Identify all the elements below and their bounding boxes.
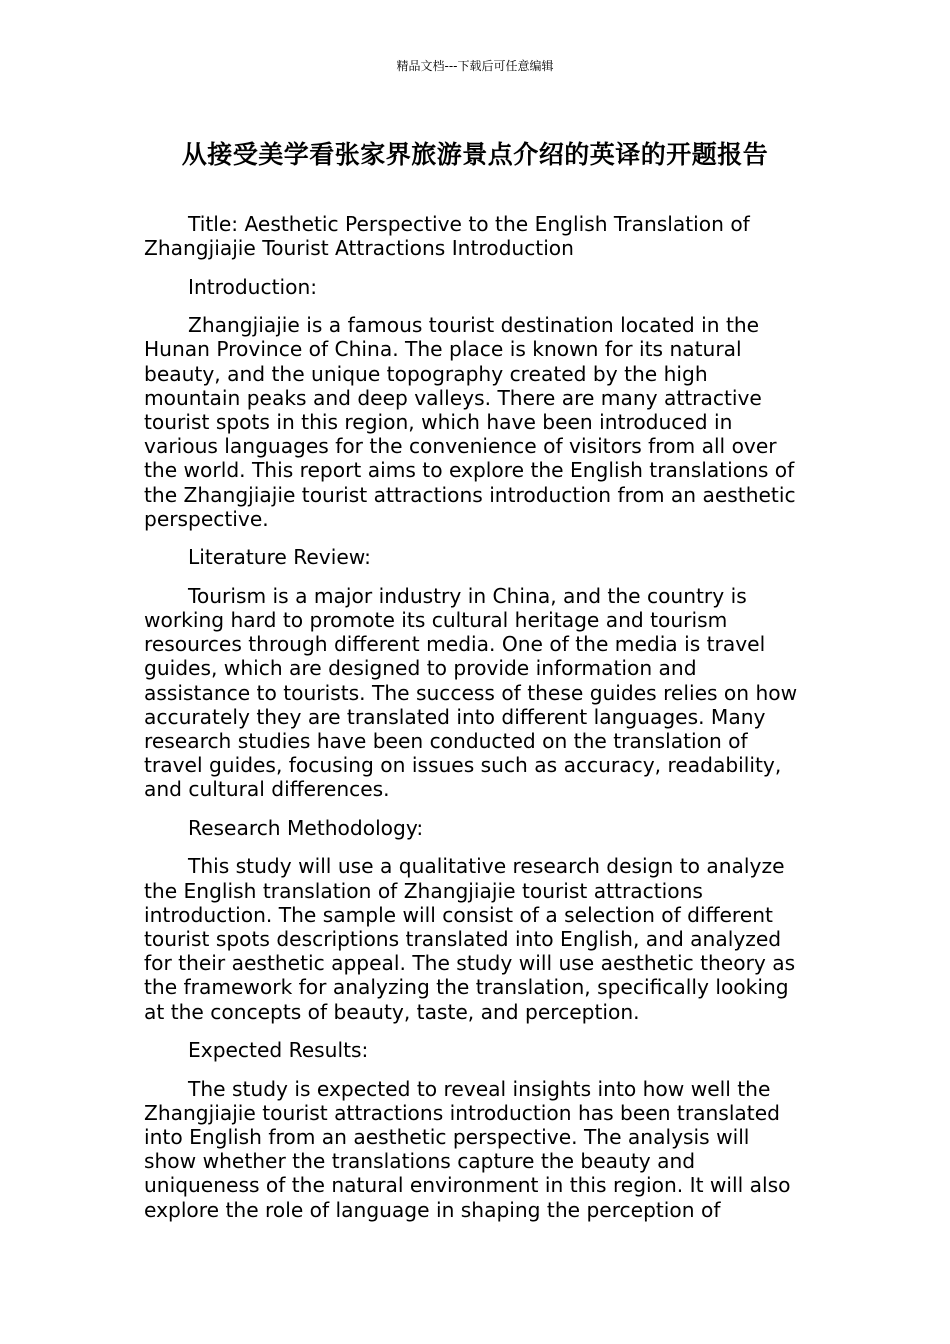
heading-expected-results: Expected Results: <box>188 1038 369 1063</box>
paragraph-title-line: Title: Aesthetic Perspective to the English Translation of Zhangjiajie Tourist Attractions Introduction <box>144 212 750 261</box>
document-title: 从接受美学看张家界旅游景点介绍的英译的开题报告 <box>181 140 769 169</box>
header-note: 精品文档---下载后可任意编辑 <box>396 59 554 73</box>
paragraph-expected-results: The study is expected to reveal insights into how well the Zhangjiajie tourist attractions introduction has been translated into English from an aesthetic perspective. The analysis will show whether the translations capture the beauty and uniqueness of the natural environment in this region. It will also explore the role of language in shaping the perception of <box>144 1076 791 1222</box>
heading-introduction: Introduction: <box>188 274 318 299</box>
heading-research-methodology: Research Methodology: <box>188 815 424 840</box>
paragraph-research-methodology: This study will use a qualitative research design to analyze the English translation of Zhangjiajie tourist attractions introduction. The sample will consist of a selection of different tourist spots descriptions translated into English, and analyzed for their aesthetic appeal. The study will use aesthetic theory as the framework for analyzing the translation, specifically looking at the concepts of beauty, taste, and perception. <box>144 854 796 1024</box>
heading-literature-review: Literature Review: <box>188 545 371 570</box>
paragraph-literature-review: Tourism is a major industry in China, and the country is working hard to promote its cultural heritage and tourism resources through different media. One of the media is travel guides, which are designed to provide information and assistance to tourists. The success of these guides relies on how accurately they are translated into different languages. Many research studies have been conducted on the translation of travel guides, focusing on issues such as accuracy, readability, and cultural differences. <box>144 583 798 802</box>
paragraph-introduction: Zhangjiajie is a famous tourist destination located in the Hunan Province of China. The place is known for its natural beauty, and the unique topography created by the high mountain peaks and deep valleys. There are many attractive tourist spots in this region, which have been introduced in various languages for the convenience of visitors from all over the world. This report aims to explore the English translations of the Zhangjiajie tourist attractions introduction from an aesthetic perspective. <box>144 313 796 531</box>
document-body <box>144 212 806 1236</box>
